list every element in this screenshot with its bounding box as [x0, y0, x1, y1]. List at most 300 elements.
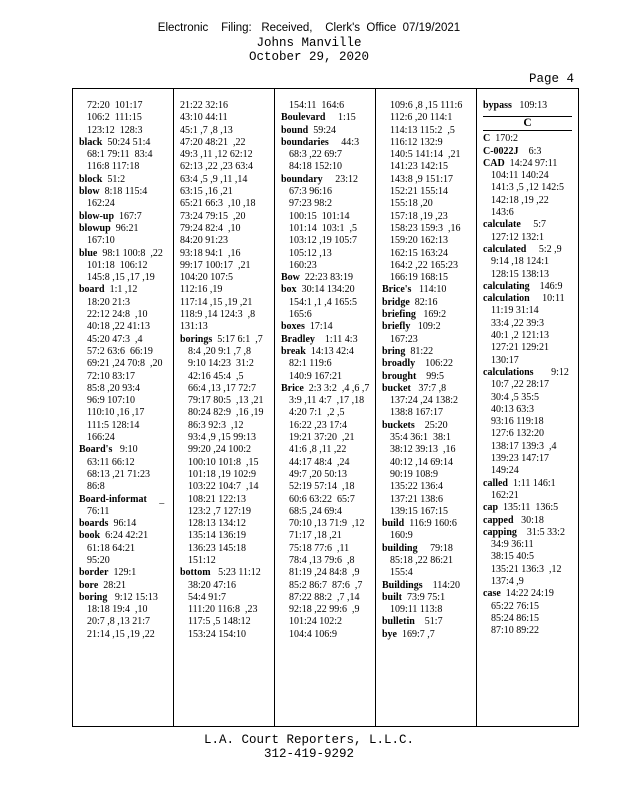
index-citation-line [483, 195, 578, 207]
page-line-refs: 127:6 132:20 [491, 428, 545, 440]
page-line-refs: 65:22 76:15 [491, 600, 540, 612]
index-term: Buildings [382, 579, 423, 591]
page-line-refs: 41:6 ,8 ,11 ,22 [289, 444, 347, 456]
page-line-refs: 109:13 [511, 100, 548, 111]
index-citation-line [382, 494, 476, 506]
page-line-refs: 141:3 ,5 ,12 142:5 [491, 182, 565, 194]
index-citation-line [483, 613, 578, 625]
index-entry [79, 530, 173, 542]
index-citation-line [281, 444, 375, 456]
index-citation-line [281, 297, 375, 309]
index-citation-line [281, 518, 375, 530]
index-term: capped [483, 514, 514, 526]
index-citation-line [79, 161, 173, 173]
index-entry [281, 125, 375, 137]
index-entry [79, 580, 173, 592]
index-entry [382, 297, 476, 309]
index-citation-line [483, 601, 578, 613]
page-line-refs: 111:20 116:8 ,23 [188, 604, 258, 616]
index-citation-line [281, 580, 375, 592]
index-citation-line [180, 616, 274, 628]
page-line-refs: 22:12 24:8 ,10 [87, 309, 148, 321]
index-citation-line [281, 469, 375, 481]
index-citation-line [382, 137, 476, 149]
page-line-refs: 67:3 96:16 [289, 186, 333, 198]
page-line-refs: 101:24 102:2 [289, 616, 343, 628]
index-citation-line [180, 481, 274, 493]
index-citation-line [382, 481, 476, 493]
index-citation-line [180, 100, 274, 112]
index-term: bound [281, 124, 309, 136]
page-line-refs: 117:14 ,15 ,19 ,21 [180, 296, 253, 308]
page-line-refs: 159:20 162:13 [390, 235, 449, 247]
page-line-refs: 73:9 75:1 [402, 591, 446, 603]
index-citation-line [281, 186, 375, 198]
index-citation-line [483, 330, 578, 342]
index-term: briefly [382, 321, 411, 333]
index-citation-line [79, 100, 173, 112]
page-line-refs: 135:22 136:4 [390, 481, 444, 493]
index-citation-line [79, 481, 173, 493]
index-citation-line [180, 297, 274, 309]
index-entry [382, 592, 476, 604]
page-line-refs: 1:11 146:1 [508, 477, 556, 489]
page-line-refs: 23:12 [322, 173, 358, 185]
page-line-refs: 155:18 ,20 [390, 198, 433, 210]
index-citation-line [281, 260, 375, 272]
page-line-refs: 72:10 83:17 [87, 370, 136, 382]
page-line-refs: 114:13 115:2 ,5 [390, 124, 455, 136]
section-letter: C [483, 116, 572, 131]
index-term: blue [79, 247, 98, 259]
index-term: Board's [79, 444, 113, 456]
page-line-refs: 31:5 33:2 [516, 526, 565, 538]
page-line-refs: 21:14 ,15 ,19 ,22 [87, 628, 155, 640]
page-line-refs: 50:24 51:4 [102, 136, 151, 148]
page-line-refs: 20:7 ,8 ,13 21:7 [87, 616, 151, 628]
index-citation-line [281, 198, 375, 210]
index-citation-line [483, 404, 578, 416]
page-line-refs: 33:4 ,22 39:3 [491, 317, 545, 329]
index-entry [382, 629, 476, 641]
page-line-refs: 75:18 77:6 ,11 [289, 542, 350, 554]
index-citation-line [382, 223, 476, 235]
index-citation-line [180, 506, 274, 518]
index-entry [483, 100, 578, 112]
index-citation-line [382, 149, 476, 161]
index-term: bypass [483, 100, 512, 111]
page-line-refs: 128:15 138:13 [491, 268, 550, 280]
page-line-refs: 84:18 152:10 [289, 161, 343, 173]
page-line-refs: 16:22 ,23 17:4 [289, 419, 348, 431]
index-citation-line [483, 539, 578, 551]
index-entry [281, 383, 375, 395]
index-entry [483, 281, 578, 293]
page-line-refs: 82:16 [409, 296, 438, 308]
index-citation-line [79, 432, 173, 444]
index-citation-line [281, 211, 375, 223]
page-line-refs: 108:21 122:13 [188, 493, 247, 505]
index-citation-line [281, 592, 375, 604]
page-line-refs: 151:12 [188, 554, 216, 566]
index-citation-line [180, 580, 274, 592]
index-citation-line [79, 309, 173, 321]
page-line-refs: 37:7 ,8 [410, 382, 447, 394]
page-line-refs: 166:24 [87, 432, 115, 444]
index-citation-line [483, 490, 578, 502]
index-citation-line [281, 604, 375, 616]
index-citation-line [281, 506, 375, 518]
page-line-refs: 69:21 ,24 70:8 ,20 [87, 358, 163, 370]
page-line-refs: 73:24 79:15 ,20 [180, 210, 246, 222]
index-citation-line [382, 100, 476, 112]
page-line-refs: 162:24 [87, 198, 115, 210]
index-citation-line [382, 272, 476, 284]
page-line-refs: 105:12 ,13 [289, 247, 332, 259]
index-citation-line [180, 407, 274, 419]
index-citation-line [180, 260, 274, 272]
index-entry [483, 219, 578, 231]
index-entry [281, 112, 375, 124]
index-term: blow [79, 186, 100, 198]
index-term: block [79, 173, 103, 185]
index-term: C [483, 133, 491, 145]
page-line-refs: 137:4 ,9 [491, 575, 524, 587]
index-citation-line [382, 186, 476, 198]
index-citation-line [180, 137, 274, 149]
page-line-refs: 8:4 ,20 9:1 ,7 ,8 [188, 345, 252, 357]
page-line-refs: 158:23 159:3 ,16 [390, 222, 461, 234]
index-entry [382, 383, 476, 395]
index-entry [180, 334, 274, 346]
page-line-refs: 152:21 155:14 [390, 186, 449, 198]
index-entry [79, 186, 173, 198]
index-column-1 [73, 89, 174, 726]
page-line-refs: 114:10 [411, 284, 447, 296]
index-citation-line [180, 432, 274, 444]
index-citation-line [281, 309, 375, 321]
index-citation-line [483, 269, 578, 281]
page-line-refs: 59:24 [308, 124, 337, 136]
index-citation-line [483, 232, 578, 244]
page-line-refs: 127:21 129:21 [491, 342, 550, 354]
index-citation-line [382, 174, 476, 186]
index-column-4 [376, 89, 477, 726]
index-citation-line [180, 248, 274, 260]
index-citation-line [281, 616, 375, 628]
index-citation-line [483, 441, 578, 453]
index-citation-line [382, 604, 476, 616]
index-term: cap [483, 502, 498, 514]
page-line-refs: 116:12 132:9 [390, 136, 443, 148]
page-line-refs: 30:18 [513, 514, 544, 526]
page-line-refs: 35:4 36:1 38:1 [390, 432, 451, 444]
page-line-refs: 57:2 63:6 66:19 [87, 345, 153, 357]
page-line-refs: 63:4 ,5 ,9 ,11 ,14 [180, 173, 248, 185]
index-citation-line [382, 211, 476, 223]
page-line-refs: 49:7 ,20 50:13 [289, 468, 348, 480]
index-citation-line [382, 112, 476, 124]
word-index-table [72, 88, 579, 727]
index-citation-line [483, 453, 578, 465]
index-citation-line [382, 432, 476, 444]
page-line-refs: 44:3 [328, 136, 360, 148]
index-term: build [382, 518, 405, 530]
index-citation-line [79, 383, 173, 395]
index-citation-line [483, 355, 578, 367]
index-entry [281, 174, 375, 186]
page-line-refs: 45:20 47:3 ,4 [87, 333, 143, 345]
page-line-refs: 14:24 97:11 [504, 157, 558, 169]
page-line-refs: 1:15 [325, 112, 356, 124]
index-citation-line [281, 555, 375, 567]
index-citation-line [382, 457, 476, 469]
index-entry [483, 293, 578, 305]
index-term: case [483, 588, 501, 600]
index-term: bring [382, 345, 406, 357]
index-citation-line [180, 395, 274, 407]
page-line-refs: 87:22 88:2 ,7 ,14 [289, 591, 360, 603]
page-line-refs: 81:19 ,24 84:8 ,9 [289, 567, 360, 579]
index-term: bye [382, 628, 397, 640]
page-line-refs: 65:21 66:3 ,10 ,18 [180, 198, 256, 210]
page-line-refs: 109:2 [410, 321, 441, 333]
page-line-refs: 9:12 15:13 [107, 591, 158, 603]
page-line-refs: 114:20 [422, 579, 461, 591]
index-citation-line [180, 211, 274, 223]
index-term: buckets [382, 419, 415, 431]
page-line-refs: 72:20 101:17 [87, 100, 143, 111]
index-citation-line [79, 604, 173, 616]
index-term: break [281, 345, 306, 357]
index-entry [483, 515, 578, 527]
page-line-refs: 164:2 ,22 165:23 [390, 259, 459, 271]
page-line-refs: 167:23 [390, 333, 418, 345]
page-line-refs: 63:15 ,16 ,21 [180, 186, 233, 198]
page-line-refs: 154:11 164:6 [289, 100, 345, 111]
index-citation-line [281, 149, 375, 161]
index-citation-line [483, 318, 578, 330]
page-line-refs: 109:6 ,8 ,15 111:6 [390, 100, 463, 111]
index-citation-line [483, 625, 578, 637]
page-line-refs: 2:3 3:2 ,4 ,6 ,7 [303, 382, 370, 394]
index-term: broadly [382, 358, 416, 370]
page-line-refs: 135:21 136:3 ,12 [491, 563, 562, 575]
index-term: book [79, 530, 101, 542]
index-term: Bow [281, 272, 300, 284]
deposition-date: October 29, 2020 [248, 50, 370, 64]
index-term: borings [180, 333, 213, 345]
page-line-refs: 123:2 ,7 127:19 [188, 505, 252, 517]
page-line-refs: 136:23 145:18 [188, 542, 247, 554]
page-line-refs: 104:11 140:24 [491, 170, 549, 182]
index-entry [483, 244, 578, 256]
page-line-refs: 138:17 139:3 ,4 [491, 440, 557, 452]
page-line-refs: 1:1 ,12 [104, 284, 138, 296]
page-line-refs: 30:4 ,5 35:5 [491, 391, 540, 403]
page-line-refs: 96:14 [108, 518, 137, 530]
page-line-refs: 5:17 6:1 ,7 [212, 333, 263, 345]
page-line-refs: 87:10 89:22 [491, 625, 540, 637]
index-term: built [382, 591, 403, 603]
page-line-refs: 34:9 36:11 [491, 539, 534, 551]
index-entry [281, 334, 375, 346]
index-citation-line [180, 223, 274, 235]
index-entry [281, 284, 375, 296]
index-citation-line [281, 100, 375, 112]
index-citation-line [180, 469, 274, 481]
index-citation-line [382, 444, 476, 456]
page-line-refs: 44:17 48:4 ,24 [289, 456, 350, 468]
page-line-refs: 9:14 ,18 124:1 [491, 256, 550, 268]
index-citation-line [180, 346, 274, 358]
index-citation-line [281, 395, 375, 407]
page-line-refs: 79:17 80:5 ,13 ,21 [188, 395, 264, 407]
page-line-refs: 81:22 [405, 345, 434, 357]
page-line-refs: 54:4 91:7 [188, 591, 227, 603]
page-line-refs: 99:5 [416, 370, 445, 382]
index-citation-line [79, 506, 173, 518]
index-citation-line [382, 395, 476, 407]
page-line-refs: 5:2 ,9 [526, 243, 562, 255]
index-citation-line [180, 555, 274, 567]
index-term: boring [79, 591, 108, 603]
page-line-refs: 162:21 [491, 489, 519, 501]
index-entry [382, 371, 476, 383]
index-citation-line [483, 170, 578, 182]
index-term: bore [79, 579, 99, 591]
index-citation-line [79, 555, 173, 567]
index-citation-line [79, 198, 173, 210]
page-line-refs: 139:15 167:15 [390, 505, 449, 517]
index-term: Brice's [382, 284, 412, 296]
page-line-refs: 84:20 91:23 [180, 235, 229, 247]
page-line-refs: 138:8 167:17 [390, 407, 444, 419]
index-citation-line [79, 334, 173, 346]
page-line-refs: 116:8 117:18 [87, 161, 140, 173]
index-entry [180, 567, 274, 579]
page-line-refs: 129:1 [108, 567, 137, 579]
page-line-refs: 80:24 82:9 ,16 ,19 [188, 407, 264, 419]
page-line-refs: 93:4 ,9 ,15 99:13 [188, 432, 257, 444]
index-entry [79, 223, 173, 235]
index-citation-line [483, 428, 578, 440]
index-entry [79, 211, 173, 223]
page-line-refs: 101:14 103:1 ,5 [289, 222, 358, 234]
index-citation-line [382, 235, 476, 247]
index-citation-line [281, 432, 375, 444]
index-term: boundary [281, 173, 323, 185]
index-citation-line [79, 407, 173, 419]
index-column-2 [174, 89, 275, 726]
page-line-refs: 45:1 ,7 ,8 ,13 [180, 124, 233, 136]
index-citation-line [79, 629, 173, 641]
index-column-3 [275, 89, 376, 726]
page-line-refs: 6:24 42:21 [100, 530, 149, 542]
index-citation-line [79, 112, 173, 124]
page-line-refs: 86:8 [87, 481, 105, 493]
page-line-refs: 139:23 147:17 [491, 453, 550, 465]
page-line-refs: 93:18 94:1 ,16 [180, 247, 241, 259]
index-term: Boulevard [281, 112, 326, 124]
index-term: blowup [79, 222, 111, 234]
index-citation-line [180, 309, 274, 321]
index-term: brought [382, 370, 417, 382]
index-entry [382, 420, 476, 432]
page-line-refs: 62:13 ,22 ,23 63:4 [180, 161, 254, 173]
page-line-refs: 18:20 21:3 [87, 296, 131, 308]
page-line-refs: 128:13 134:12 [188, 518, 247, 530]
page-line-refs: 76:11 [87, 505, 110, 517]
page-line-refs: 111:5 128:14 [87, 419, 140, 431]
page-line-refs: 157:18 ,19 ,23 [390, 210, 448, 222]
page-line-refs: 90:19 108:9 [390, 468, 439, 480]
index-entry [79, 592, 173, 604]
index-citation-line [281, 457, 375, 469]
index-citation-line [483, 256, 578, 268]
page-line-refs: 71:17 ,18 ,21 [289, 530, 342, 542]
index-term: boards [79, 518, 109, 530]
index-citation-line [382, 260, 476, 272]
index-citation-line [180, 112, 274, 124]
index-citation-line [79, 272, 173, 284]
page-line-refs: 101:18 ,19 102:9 [188, 468, 257, 480]
index-citation-line [483, 576, 578, 588]
index-citation-line [79, 260, 173, 272]
page-line-refs: 99:20 ,24 100:2 [188, 444, 252, 456]
index-entry [79, 137, 173, 149]
index-citation-line [79, 358, 173, 370]
page-line-refs: 92:18 ,22 99:6 ,9 [289, 604, 360, 616]
page-line-refs: 51:2 [102, 173, 126, 185]
page-line-refs: 10:7 ,22 28:17 [491, 379, 550, 391]
page-line-refs: 145:8 ,15 ,17 ,19 [87, 272, 155, 284]
index-citation-line [180, 420, 274, 432]
page-line-refs: 68:13 ,21 71:23 [87, 468, 151, 480]
page-line-refs: 99:17 100:17 ,21 [180, 259, 251, 271]
index-citation-line [281, 530, 375, 542]
page-line-refs: 118:9 ,14 124:3 ,8 [180, 309, 256, 321]
page-line-refs: 51:7 [414, 616, 443, 628]
index-term: blow-up [79, 210, 115, 222]
index-citation-line [483, 182, 578, 194]
index-citation-line [281, 543, 375, 555]
page-line-refs: 110:10 ,16 ,17 [87, 407, 145, 419]
index-citation-line [281, 629, 375, 641]
page-line-refs: 165:6 [289, 309, 312, 321]
index-entry [382, 309, 476, 321]
index-citation-line [79, 346, 173, 358]
index-term: box [281, 284, 297, 296]
page-line-refs: 146:9 [529, 280, 563, 292]
index-term: boxes [281, 321, 305, 333]
index-citation-line [483, 379, 578, 391]
page-line-refs: 22:23 83:19 [299, 272, 353, 284]
page-line-refs: 142:18 ,19 ,22 [491, 194, 549, 206]
index-citation-line [281, 161, 375, 173]
index-citation-line [382, 567, 476, 579]
page-line-refs: 167:7 [114, 210, 142, 222]
index-term: calculation [483, 293, 530, 305]
page-line-refs: 38:20 47:16 [188, 579, 237, 591]
page-line-refs: 97:23 98:2 [289, 198, 333, 210]
page-line-refs: 135:11 136:5 [498, 502, 559, 514]
index-citation-line [382, 506, 476, 518]
page-line-refs: 43:10 44:11 [180, 112, 228, 124]
index-entry [79, 494, 173, 506]
index-entry [79, 174, 173, 186]
page-line-refs: 137:24 ,24 138:2 [390, 395, 459, 407]
